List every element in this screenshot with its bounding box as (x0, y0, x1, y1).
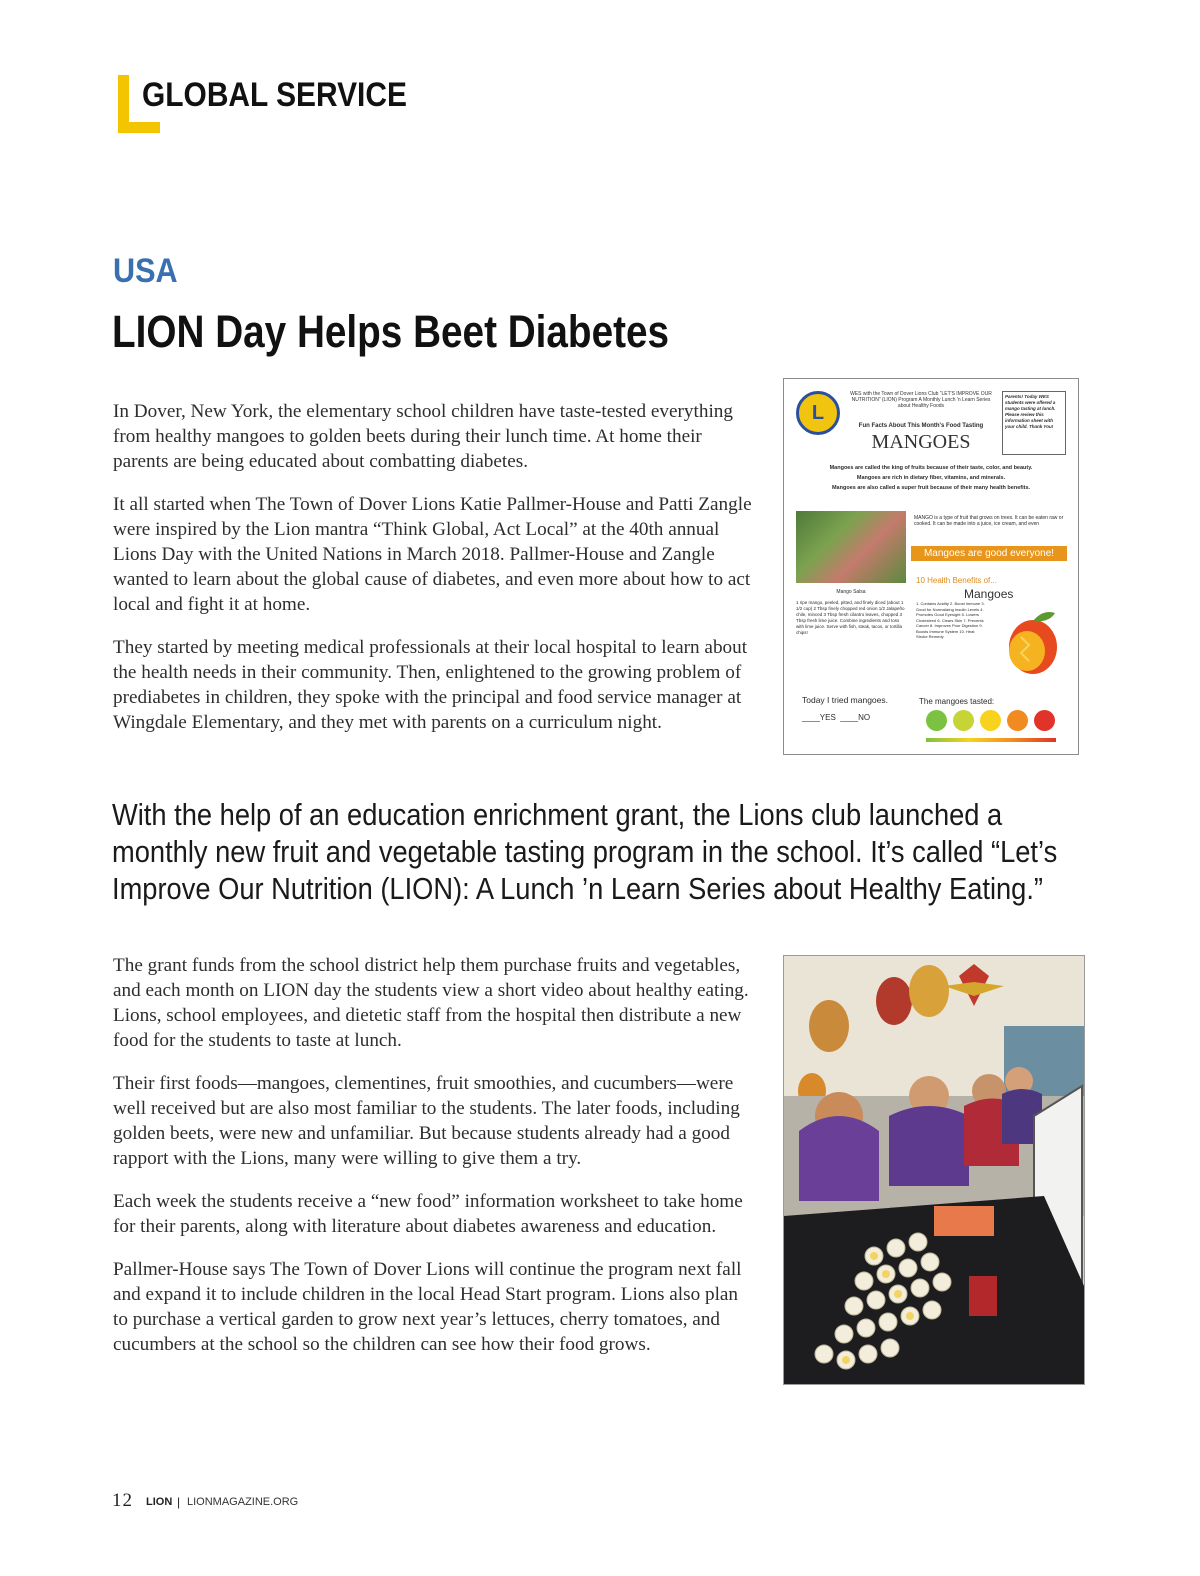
mango-info: MANGO is a type of fruit that grows on trees. It can be eaten raw or cooked. It can be made into a juice, ice cream, and even (914, 515, 1064, 527)
paragraph: Pallmer-House says The Town of Dover Lions will continue the program next fall and expand it to include children in the local Head Start program. Lions also plan to purchase a vertical garden to grow next year’s lettuces, cherry tomatoes, and cucumbers at the school so the children can see how their food grows. (113, 1259, 742, 1355)
salsa-recipe: 1 ripe mango, peeled, pitted, and finely diced (about 1 1/2 cup) 2 Tbsp finely chopped red onion 1/2 Jalapeño chile, minced 3 Tbsp fresh cilantro leaves, chopped 3 Tbsp fresh lime juice. Combine ingredients and toss with lime juice. Serve with fish, steak, tacos, or tortilla chips! (796, 600, 905, 635)
lions-logo: L (796, 391, 840, 435)
paragraph: In Dover, New York, the elementary school children have taste-tested everything from healthy mangoes to golden beets during their lunch time. At home their parents are being educated about combatting diabetes. (113, 401, 733, 472)
headline: LION Day Helps Beet Diabetes (112, 306, 670, 357)
paragraph: Each week the students receive a “new food” information worksheet to take home for their parents, along with literature about diabetes awareness and education. (113, 1191, 743, 1237)
benefits-list: 1. Contains Acidity 2. Boost Immune 3. Good for Normalizing Insulin Levels 4. Promotes Good Eyesight 5. Lowers Cholesterol 6. Clears Skin 7. Prevents Cancer 8. Improves Poor Digestion 9. Boosts Immune System 10. Heat Stroke Remedy (916, 601, 985, 639)
paragraph: The grant funds from the school district help them purchase fruits and vegetables, and each month on LION day the students view a short video about healthy eating. Lions, school employees, and dietetic staff from the hospital then distribute a new food for the students to taste at lunch. (113, 955, 749, 1051)
rating-faces (926, 710, 1056, 734)
rating-scale-bar (926, 738, 1056, 742)
body-column-2 (113, 953, 753, 1375)
tried-prompt: Today I tried mangoes. (802, 695, 888, 705)
magazine-website[interactable]: LIONMAGAZINE.ORG (187, 1496, 299, 1508)
face-icon (953, 710, 974, 731)
yes-no-options: ____YES ____NO (802, 713, 871, 722)
face-icon (1034, 710, 1055, 731)
tasted-prompt: The mangoes tasted: (919, 697, 995, 706)
paragraph: Their first foods—mangoes, clementines, fruit smoothies, and cucumbers—were well received but are also most familiar to the students. The later foods, including golden beets, were new and unfamiliar. But because students already had a good rapport with the Lions, many were willing to give them a try. (113, 1073, 740, 1169)
benefits-heading: 10 Health Benefits of... (916, 576, 997, 585)
paragraph: It all started when The Town of Dover Lions Katie Pallmer-House and Patti Zangle were inspired by the Lion mantra “Think Global, Act Local” at the 40th annual Lions Day with the United Nations in March 2018. Pallmer-House and Zangle wanted to learn about the global cause of diabetes, and even more about how to act local and fight it at home. (113, 494, 752, 615)
photo-illustration (784, 956, 1084, 1384)
paragraph: They started by meeting medical professionals at their local hospital to learn about the health needs in their community. Then, enlightened to the growing problem of prediabetes in children, they spoke with the principal and food service manager at Wingdale Elementary, and they met with parents on a curriculum night. (113, 637, 748, 733)
parents-note: Parents! Today WES students were offered a mango tasting at lunch. Please review this information sheet with your child. Thank You! (1002, 391, 1066, 455)
magazine-brand: LION (146, 1496, 173, 1508)
face-icon (926, 710, 947, 731)
worksheet-banner: Mangoes are good everyone! (911, 546, 1067, 561)
page-number: 12 (112, 1490, 133, 1511)
lions-volunteers-photo (783, 955, 1085, 1385)
mango-tree-photo (796, 511, 906, 583)
mango-worksheet-image (783, 378, 1079, 755)
face-icon (980, 710, 1001, 731)
section-title: GLOBAL SERVICE (142, 76, 407, 114)
worksheet-fun-facts: Fun Facts About This Month's Food Tasting (858, 423, 984, 429)
body-column-1 (113, 399, 753, 753)
footer-separator: | (177, 1495, 181, 1509)
benefits-title: Mangoes (964, 587, 1014, 601)
salsa-title: Mango Salsa (836, 589, 866, 595)
mango-illustration (999, 607, 1059, 677)
region-label: USA (113, 252, 178, 290)
worksheet-title: MANGOES (871, 431, 971, 453)
face-icon (1007, 710, 1028, 731)
worksheet-header: WES with the Town of Dover Lions Club “LET'S IMPROVE OUR NUTRITION” (LION) Program A Monthly Lunch 'n Learn Series about Healthy Foods (850, 391, 992, 409)
worksheet-facts: Mangoes are called the king of fruits because of their taste, color, and beauty. Mangoes are rich in dietary fiber, vitamins, and minerals. Mangoes are also called a super fruit because of their many health benefits. (829, 465, 1033, 491)
pull-quote: With the help of an education enrichment grant, the Lions club launched a monthly new fruit and vegetable tasting program in the school. It’s called “Let’s Improve Our Nutrition (LION): A Lunch ’n Learn Series about Healthy Eating.” (112, 797, 1058, 906)
